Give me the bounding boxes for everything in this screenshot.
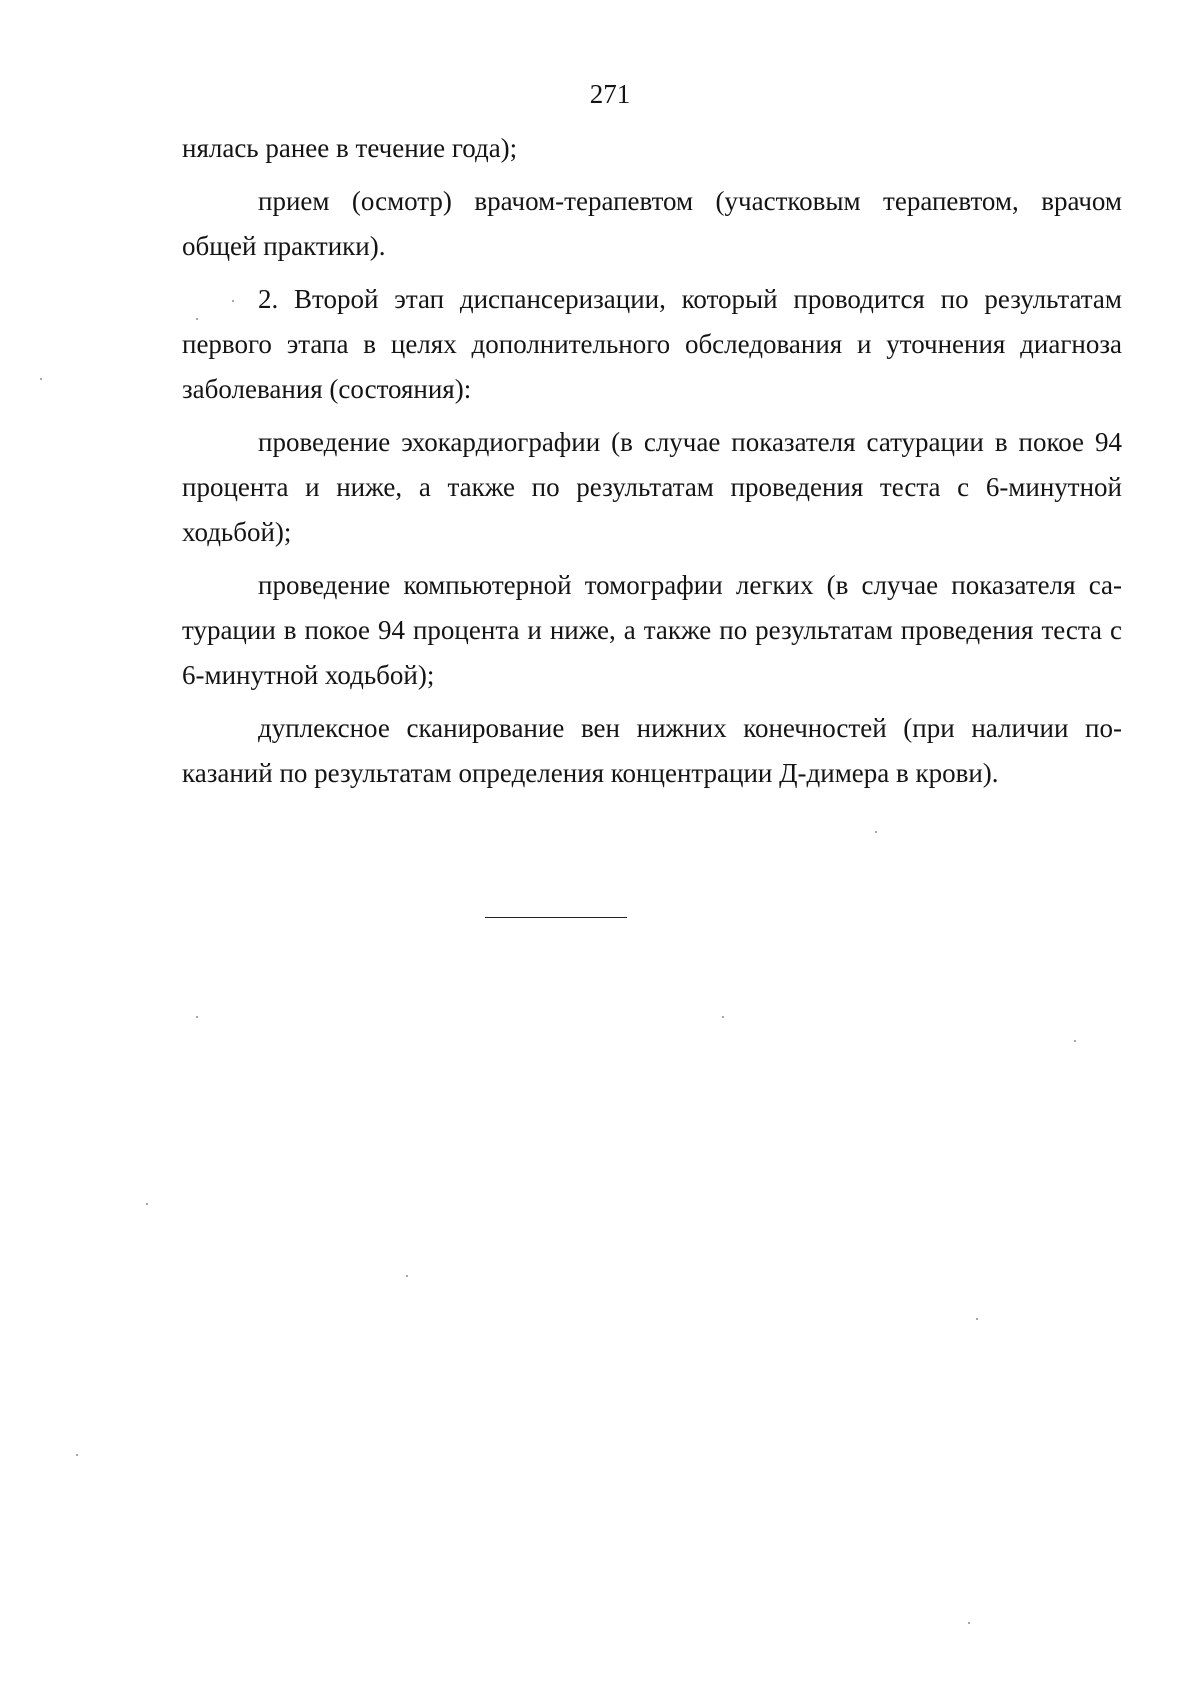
paragraph-therapist-exam: прием (осмотр) врачом-терапевтом (участковым терапевтом, врачом общей практики). <box>182 186 1122 261</box>
scan-speck <box>406 1275 408 1277</box>
paragraph-continuation: нялась ранее в течение года); <box>182 133 518 163</box>
scan-speck <box>1074 1040 1076 1042</box>
scan-speck <box>40 378 42 380</box>
page-number: 271 <box>589 79 631 109</box>
paragraph-duplex-scan: дуплексное сканирование вен нижних конечностей (при наличии показаний по результатам определения концентрации Д-димера в крови). <box>182 713 1122 788</box>
scan-speck <box>976 1318 978 1320</box>
scan-speck <box>232 300 234 302</box>
paragraph-lung-ct: проведение компьютерной томографии легких (в случае показателя сатурации в покое 94 процента и ниже, а также по результатам проведения теста с 6-минутной ходьбой); <box>182 570 1122 690</box>
body-text <box>182 126 1122 804</box>
scan-speck <box>146 1203 148 1205</box>
scan-speck <box>196 1016 198 1018</box>
paragraph-second-stage: 2. Второй этап диспансеризации, который проводится по результатам первого этапа в целях дополнительного обследования и уточнения диагноза заболевания (состояния): <box>182 284 1122 404</box>
scan-speck <box>968 1622 970 1624</box>
scan-speck <box>196 318 198 320</box>
paragraph-echocardiography: проведение эхокардиографии (в случае показателя сатурации в покое 94 процента и ниже, а также по результатам проведения теста с 6-минутной ходьбой); <box>182 427 1122 547</box>
scan-speck <box>875 831 877 833</box>
scan-speck <box>722 1016 724 1018</box>
end-of-text-rule <box>485 917 627 918</box>
scan-speck <box>76 1454 78 1456</box>
